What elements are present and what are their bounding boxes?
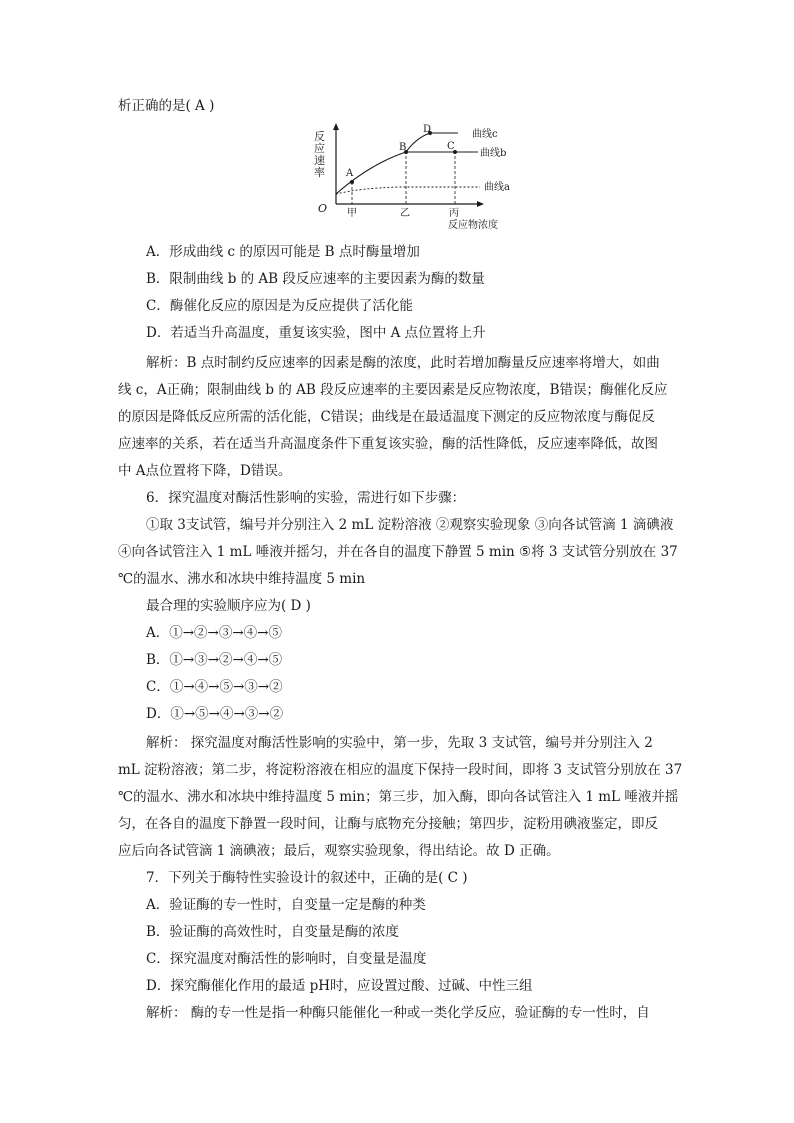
y-axis-label-2: 应	[314, 142, 325, 155]
option-7b: B．验证酶的高效性时，自变量是酶的浓度	[146, 924, 399, 940]
option-5a: A．形成曲线 c 的原因可能是 B 点时酶量增加	[146, 244, 420, 260]
analysis-5-line5: 中 A点位置将下降，D错误。	[118, 463, 292, 479]
question-6-stem: 6．探究温度对酶活性影响的实验，需进行如下步骤：	[146, 490, 466, 506]
option-5b: B．限制曲线 b 的 AB 段反应速率的主要因素为酶的数量	[146, 271, 485, 287]
analysis-5-line2: 线 c，A正确；限制曲线 b 的 AB 段反应速率的主要因素是反应物浓度，B错误；酶催化反应	[118, 382, 668, 398]
question-7-stem: 7．下列关于酶特性实验设计的叙述中，正确的是( C )	[146, 870, 468, 886]
point-d-label: D	[423, 124, 432, 135]
analysis-5-line1: 解析：B 点时制约反应速率的因素是酶的浓度，此时若增加酶量反应速率将增大，如曲	[146, 355, 660, 371]
analysis-7-line1: 解析： 酶的专一性是指一种酶只能催化一种或一类化学反应，验证酶的专一性时，自	[146, 1005, 650, 1021]
analysis-6-line2: mL 淀粉溶液；第二步，将淀粉溶液在相应的温度下保持一段时间，即将 3 支试管分别放在 37	[118, 762, 683, 778]
reaction-rate-figure	[300, 122, 520, 234]
curve-b	[336, 152, 478, 194]
curve-a	[336, 187, 480, 194]
y-axis-label-3: 速	[314, 154, 325, 167]
y-axis-label-1: 反	[314, 130, 325, 143]
x-axis-label: 反应物浓度	[448, 220, 498, 231]
option-6b: B．①→③→②→④→⑤	[146, 652, 283, 668]
option-6d: D．①→⑤→④→③→②	[146, 706, 284, 722]
point-b-label: B	[399, 142, 407, 153]
curve-a-label: 曲线a	[484, 182, 510, 193]
option-7c: C．探究温度对酶活性的影响时，自变量是温度	[146, 951, 427, 967]
x-tick-bing: 丙	[449, 208, 459, 219]
y-axis-arrow	[333, 123, 339, 130]
question-6-steps-line3: ℃的温水、沸水和冰块中维持温度 5 min	[118, 571, 366, 587]
point-a-label: A	[346, 168, 354, 179]
curve-b-label: 曲线b	[480, 148, 507, 159]
option-7a: A．验证酶的专一性时，自变量一定是酶的种类	[146, 897, 426, 913]
analysis-5-line3: 的原因是降低反应所需的活化能，C错误；曲线是在最适温度下测定的反应物浓度与酶促反	[118, 409, 655, 425]
question-6-steps-line2: ④向各试管注入 1 mL 唾液并摇匀，并在各自的温度下静置 5 min ⑤将 3 支试管分别放在 37	[118, 544, 678, 560]
y-axis-label-4: 率	[314, 166, 325, 179]
option-6c: C．①→④→⑤→③→②	[146, 679, 283, 695]
x-tick-jia: 甲	[347, 208, 357, 219]
option-7d: D．探究酶催化作用的最适 pH时，应设置过酸、过碱、中性三组	[146, 978, 533, 994]
analysis-6-line1: 解析： 探究温度对酶活性影响的实验中，第一步，先取 3 支试管，编号并分别注入 2	[146, 735, 653, 751]
curve-c-label: 曲线c	[472, 129, 498, 140]
point-c-label: C	[447, 141, 455, 152]
question-6-prompt: 最合理的实验顺序应为( D )	[146, 598, 311, 614]
analysis-6-line5: 应后向各试管滴 1 滴碘液；最后，观察实验现象，得出结论。故 D 正确。	[118, 843, 560, 859]
analysis-6-line4: 匀，在各自的温度下静置一段时间，让酶与底物充分接触；第四步，淀粉用碘液鉴定，即反	[118, 816, 658, 832]
question-5-tail: 析正确的是( A )	[118, 98, 215, 114]
x-tick-yi: 乙	[400, 208, 410, 219]
option-5d: D．若适当升高温度，重复该实验，图中 A 点位置将上升	[146, 325, 486, 341]
option-5c: C．酶催化反应的原因是为反应提供了活化能	[146, 298, 413, 314]
point-a-dot	[350, 180, 354, 184]
option-6a: A．①→②→③→④→⑤	[146, 625, 282, 641]
origin-label: O	[318, 202, 328, 215]
question-6-steps-line1: ①取 3支试管，编号并分别注入 2 mL 淀粉溶液 ②观察实验现象 ③向各试管滴 1 滴碘液	[146, 517, 674, 533]
x-axis-arrow	[477, 201, 484, 207]
analysis-6-line3: ℃的温水、沸水和冰块中维持温度 5 min；第三步，加入酶，即向各试管注入 1 mL 唾液并摇	[118, 789, 679, 805]
analysis-5-line4: 应速率的关系，若在适当升高温度条件下重复该实验，酶的活性降低，反应速率降低，故图	[118, 436, 658, 452]
